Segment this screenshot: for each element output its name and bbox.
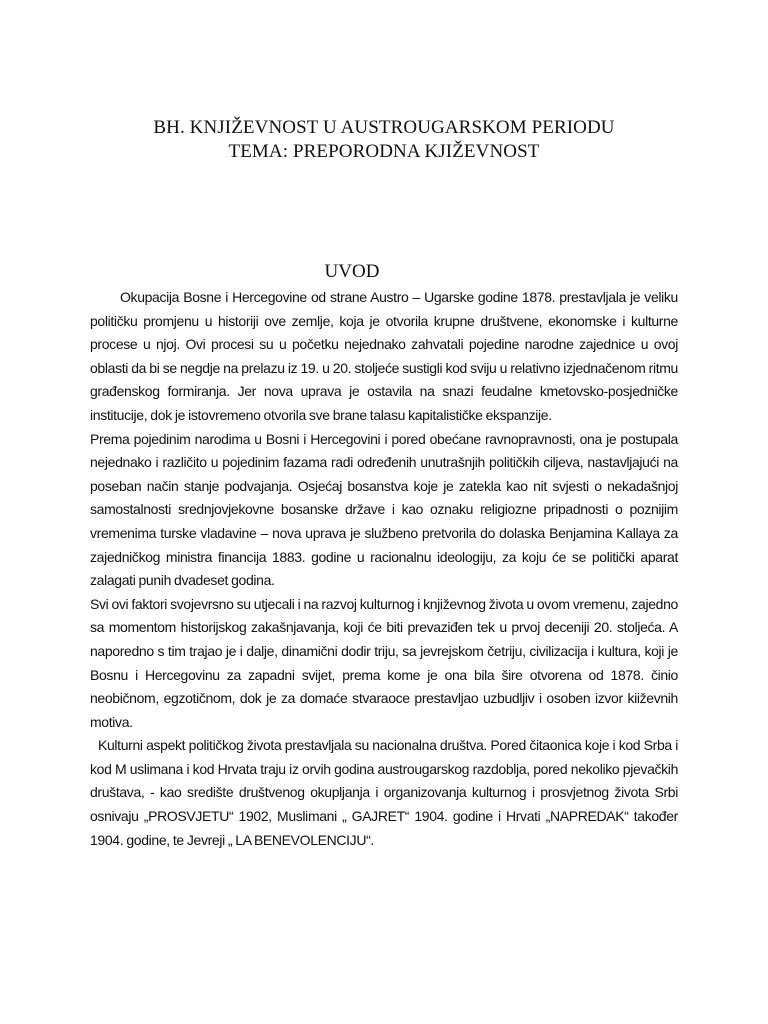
section-heading-uvod: UVOD — [324, 261, 380, 282]
document-title — [0, 116, 768, 164]
title-line-1: BH. KNJIŽEVNOST U AUSTROUGARSKOM PERIODU — [153, 117, 615, 138]
paragraph: Svi ovi faktori svojevrsno su utjecali i na razvoj kulturnog i književnog života u ovom vremenu, zajedno sa momentom historijskog zakašnjavanja, koji će biti prevaziđen tek u prvoj deceniji 20. stoljeća. A naporedno s tim trajao je i dalje, dinamični dodir triju, sa jevrejskom četriju, civilizacija i kultura, koji je Bosnu i Hercegovinu za zapadni svijet, prema kome je ona bila šire otvorena od 1878. činio neobičnom, egzotičnom, dok je za domaće stvaraoce prestavljao uzbudljiv i osoben izvor kiiževnih motiva. — [90, 595, 678, 730]
body-text — [90, 286, 678, 852]
paragraph: Kulturni aspekt političkog života prestavljala su nacionalna društva. Pored čitaonica koje i kod Srba i kod M uslimana i kod Hrvata traju iz orvih godina austrougarskog razdoblja, pored nekoliko pjevačkih društava, - kao središte društvenog okupljanja i organizovanja kulturnog i prosvjetnog života Srbi osnivaju „PROSVJETU“ 1902, Muslimani „ GAJRET“ 1904. godine i Hrvati „NAPREDAK“ također 1904. godine, te Jevreji „ LA BENEVOLENCIJU“. — [90, 737, 678, 848]
paragraph: Okupacija Bosne i Hercegovine od strane Austro – Ugarske godine 1878. prestavljala je veliku političku promjenu u historiji ove zemlje, koja je otvorila krupne društvene, ekonomske i kulturne procese u njoj. Ovi procesi su u početku nejednako zahvatali pojedine narodne zajednice u ovoj oblasti da bi se negdje na prelazu iz 19. u 20. stoljeće sustigli kod sviju u relativno izjednačenom ritmu građenskog formiranja. Jer nova uprava je ostavila na snazi feudalne kmetovsko-posjedničke institucije, dok je istovremeno otvorila sve brane talasu kapitalističke ekspanzije. — [90, 289, 678, 423]
title-line-2: TEMA: PREPORODNA KJIŽEVNOST — [228, 141, 540, 162]
paragraph: Prema pojedinim narodima u Bosni i Hercegovini i pored obećane ravnopravnosti, ona je postupala nejednako i različito u pojedinim fazama radi određenih unutrašnjih političkih ciljeva, nastavljajući na poseban način stanje podvajanja. Osjećaj bosanstva koje je zatekla kao nit svjesti o nekadašnjoj samostalnosti srednjovjekovne bosanske države i kao oznaku religiozne pripadnosti o poznijim vremenima turske vladavine – nova uprava je službeno pretvorila do dolaska Benjamina Kallaya za zajedničkog ministra financija 1883. godine u racionalnu ideologiju, za koju će se politički aparat zalagati punih dvadeset godina. — [90, 430, 678, 589]
